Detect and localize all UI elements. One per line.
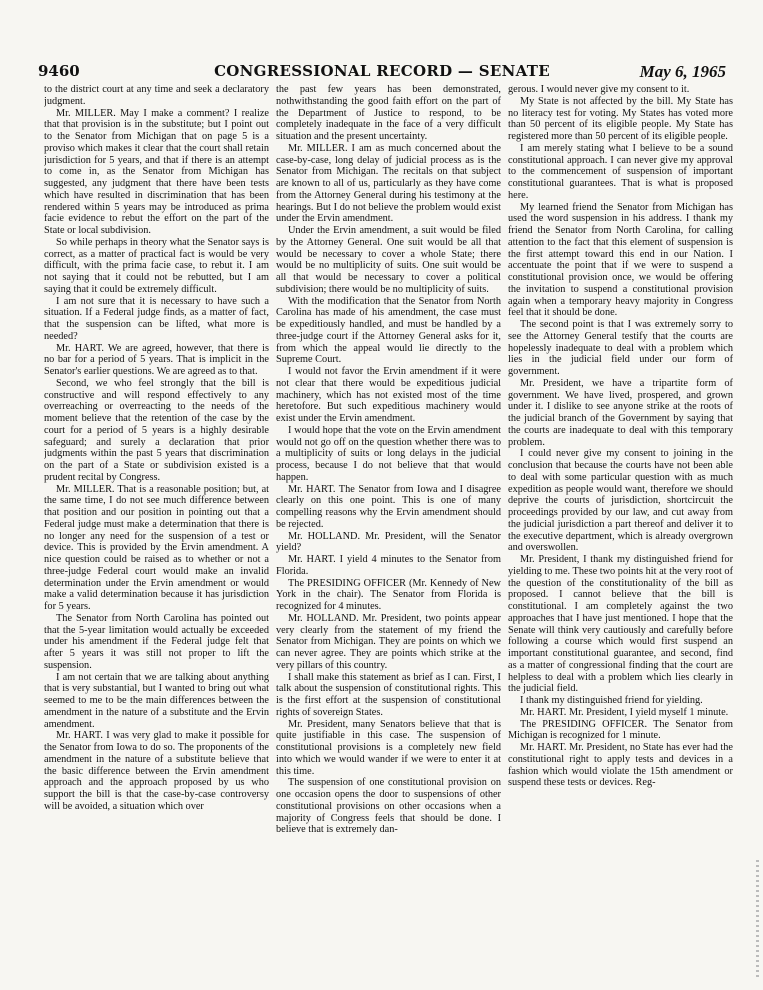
paragraph: to the district court at any time and seek a declaratory judgment. xyxy=(44,84,269,107)
paragraph: Mr. MILLER. I am as much concerned about the case-by-case, long delay of judicial process as is the Senator from Michigan. The recitals on that subject are known to all of us, particularly as they have come from the Attorney General during his testimony at the hearings. But I do not believe the problem would exist under the Ervin amendment. xyxy=(276,142,501,225)
paragraph: Mr. HART. The Senator from Iowa and I disagree clearly on this one point. This is one of many compelling reasons why the Ervin amendment should be rejected. xyxy=(276,483,501,530)
scan-edge-mark xyxy=(756,860,759,980)
paragraph: Mr. HART. We are agreed, however, that there is no bar for a period of 5 years. That is implicit in the Senator's earlier questions. We are agreed as to that. xyxy=(44,342,269,377)
paragraph: I am merely stating what I believe to be a sound constitutional approach. I can never give my approval to the commencement of suspension of important constitutional guarantees. That is what is proposed here. xyxy=(508,142,733,201)
paragraph: The second point is that I was extremely sorry to see the Attorney General testify that the courts are hopelessly inadequate to deal with a problem which lies in the judicial field under our form of government. xyxy=(508,319,733,377)
paragraph: Mr. HART. Mr. President, no State has ever had the constitutional right to apply tests and devices in a fashion which would violate the 15th amendment or suspend these tests or devices. Reg- xyxy=(508,742,733,789)
paragraph: The Senator from North Carolina has pointed out that the 5-year limitation would actually be exceeded under his amendment if the Federal judge felt that after 5 years it was still not proper to lift the suspension. xyxy=(44,612,269,671)
paragraph: I thank my distinguished friend for yielding. xyxy=(520,695,703,706)
paragraph: Mr. President, I thank my distinguished friend for yielding to me. These two points hit at the very root of the question of the constitutionality of the bill as proposed. I cannot believe that the bill is constitutional. I am completely against the two approaches that I have just mentioned. I hope that the Senate will think very cautiously and carefully before following a course which would first suspend an important constitutional guarantee, and second, find as a matter of congressional finding that the court are helpless to deal with a problem which lies clearly in the judicial field. xyxy=(508,554,733,695)
paragraph: Mr. MILLER. That is a reasonable position; but, at the same time, I do not see much difference between that position and our position in pointing out that a Federal judge must make a determination that there is no longer any need for the suspension of a test or device. This is provided by the Ervin amendment. A nice question could be raised as to whether or not a three-judge Federal court would make an invalid determination under the Ervin amendment or would make a valid determination because it has jurisdiction for 5 years. xyxy=(44,483,269,612)
issue-date: May 6, 1965 xyxy=(639,62,726,81)
paragraph: Mr. HART. I yield 4 minutes to the Senator from Florida. xyxy=(276,554,501,577)
paragraph: Mr. HOLLAND. Mr. President, two points appear very clearly from the statement of my friend the Senator from Michigan. They are points on which we can never agree. They are points which strike at the very pillars of this country. xyxy=(276,612,501,671)
paragraph: Mr. President, we have a tripartite form of government. We have lived, prospered, and grown under it. I dislike to see anyone strike at the roots of the judicial branch of the Government by saying that the courts are inadequate to deal with this temporary problem. xyxy=(508,377,733,448)
text-column-2 xyxy=(276,84,501,984)
paragraph: I shall make this statement as brief as I can. First, I talk about the suspension of constitutional rights. This is the first effort at the suspension of constitutional rights of sovereign States. xyxy=(276,671,501,718)
paragraph: The PRESIDING OFFICER. The Senator from Michigan is recognized for 1 minute. xyxy=(508,718,733,742)
paragraph: So while perhaps in theory what the Senator says is correct, as a matter of practical fact is would be very difficult, with the prima facie case, to rebut it. I am not saying that it could not be rebutted, but I am saying that it could be extremely difficult. xyxy=(44,236,269,295)
paragraph: I would hope that the vote on the Ervin amendment would not go off on the question whether there was to a multiplicity of suits or long delays in the judicial process, because I do not believe that that would happen. xyxy=(276,424,501,483)
paragraph: Mr. President, many Senators believe that that is quite justifiable in this case. The suspension of constitutional provisions is a completely new field into which we would wander if we were to enter it at this time. xyxy=(276,718,501,777)
paragraph: Second, we who feel strongly that the bill is constructive and will respond effectively to any overreaching or overreacting to the needs of the moment believe that the retention of the case by the court for a period of 5 years is a highly desirable safeguard; and surely a declaration that prior judgments within the past 5 years that discrimination on the part of a State or subdivision existed is a prudent recital by Congress. xyxy=(44,377,269,483)
paragraph: I could never give my consent to joining in the conclusion that because the courts have not been able to deal with some particular question with as much expedition as people would want, therefore we should deprive the courts of jurisdiction, shortcircuit the proceedings provided by our law, and cut away from the judicial jurisdiction a part thereof and deliver it to the executive department, which is already overgrown and overswollen. xyxy=(508,448,733,554)
paragraph: The suspension of one constitutional provision on one occasion opens the door to suspensions of other constitutional provisions on other occasions when a majority of Congress feels that should be done. I believe that is extremely dan- xyxy=(276,777,501,836)
paragraph: Mr. HOLLAND. Mr. President, will the Senator yield? xyxy=(276,530,501,554)
paragraph: My State is not affected by the bill. My State has no literacy test for voting. My States has voted more than 50 percent of its eligible people. My State has registered more than 50 percent of its eligible people. xyxy=(508,95,733,142)
text-column-3 xyxy=(508,84,733,984)
paragraph: I am not certain that we are talking about anything that is very substantial, but I wanted to bring out what seemed to me to be the main differences between the amendment in the nature of a substitute and the Ervin amendment. xyxy=(44,671,269,730)
paragraph: Mr. HART. I was very glad to make it possible for the Senator from Iowa to do so. The proponents of the amendment in the nature of a substitute believe that the basic difference between the Ervin amendment approach and the approach proposed by us who support the bill is that the case-by-case controversy will be avoided, a situation which over xyxy=(44,730,269,812)
text-column-1 xyxy=(44,84,269,984)
journal-title: CONGRESSIONAL RECORD — SENATE xyxy=(214,62,550,80)
paragraph: the past few years has been demonstrated, nothwithstanding the good faith effort on the part of the Department of Justice to respond, to be completely inadequate in the face of a very difficult situation and the present uncertainty. xyxy=(276,84,501,142)
paragraph: With the modification that the Senator from North Carolina has made of his amendment, the case must be expeditiously handled, and must be handled by a three-judge court if the Attorney General asks for it, from which the appeal would lie directly to the Supreme Court. xyxy=(276,295,501,366)
page-number: 9460 xyxy=(38,62,80,80)
page-header xyxy=(38,62,726,86)
paragraph: gerous. I would never give my consent to it. xyxy=(508,84,690,95)
paragraph: Mr. MILLER. May I make a comment? I realize that that provision is in the substitute; but I point out to the Senator from Michigan that on page 5 is a proviso which makes it clear that the court shall retain jurisdiction for 5 years, and that if there is an attempt to come in, as the Senator from Michigan has suggested, any judgment that there have been tests which have resulted in discrimination that has been rendered within 5 years may be introduced as prima facie evidence to rebut the effort on the part of the State or local subdivision. xyxy=(44,107,269,236)
paragraph: I would not favor the Ervin amendment if it were not clear that there would be expeditious judicial machinery, which has not existed most of the time heretofore. But such expeditious machinery would exist under the Ervin amendment. xyxy=(276,366,501,424)
paragraph: Mr. HART. Mr. President, I yield myself 1 minute. xyxy=(520,706,729,718)
paragraph: Under the Ervin amendment, a suit would be filed by the Attorney General. One suit would be all that would be necessary to cover a whole State; there would be no multiplicity of suits. One suit would be all that would be necessary to cover a political subdivision; there would be no multiplicity of suits. xyxy=(276,225,501,295)
paragraph: I am not sure that it is necessary to have such a situation. If a Federal judge finds, as a matter of fact, that the suspension can be lifted, what more is needed? xyxy=(44,295,269,342)
paragraph: The PRESIDING OFFICER (Mr. Kennedy of New York in the chair). The Senator from Florida is recognized for 4 minutes. xyxy=(276,577,501,612)
paragraph: My learned friend the Senator from Michigan has used the word suspension in his address. I thank my friend the Senator from North Carolina, for calling attention to the fact that this element of suspension is the first attempt toward this end in our Nation. I accentuate the point that if we were to suspend a constitutional provision once, we would be offering the invitation to suspend a constitutional provision again when a temporary heavy majority in Congress feel that it should be done. xyxy=(508,201,733,319)
